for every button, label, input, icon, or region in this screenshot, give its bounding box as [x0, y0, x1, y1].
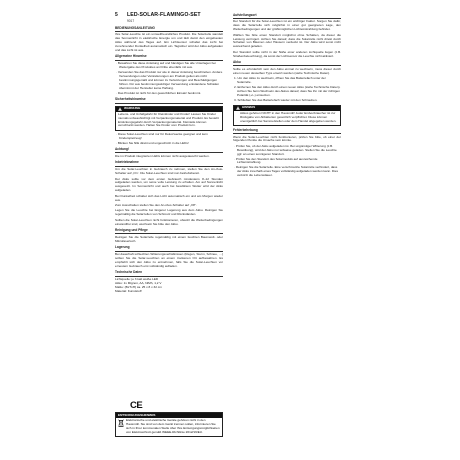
warning-text: Lebens- und Unfallgefahr für Kleinkinder und Kinder! Lassen Sie Kinder niemals unbeaufsichtigt mit Verpackungsmaterial und Produkt. Es besteht Erstickungsgefahr durch Verpackungsmaterial. Kleinteile können verschluckt werden. Halten Sie Kinder vom Produkt fern.	[118, 111, 219, 128]
section-title-fehlerbehebung: Fehlerbehebung	[233, 129, 341, 134]
section-title-lagerung: Lagerung	[115, 246, 223, 251]
battery-step: 2. Entfernen Sie den Akku durch einen neuen Akku (siehe Technische Daten). Achten Sie beim Wechseln des Akkus darauf, dass Sie ihn mit der richtigen Polarität (+/–) einsetzen.	[234, 85, 341, 97]
warning-box	[115, 106, 223, 131]
notice-text: Akkus gehören NICHT in den Hausmüll! Jeder Endverbraucher ist zur Rückgabe von Altbatterien gesetzlich verpflichtet. Diese können unentgeltlich bei Sammelstellen oder dem Handel abgegeben werden.	[240, 110, 337, 123]
disposal-header: ENTSORGUNGSHINWEIS	[116, 413, 222, 418]
crossed-bin-icon	[118, 419, 124, 427]
general-note-item: · Bewahren Sie diese Anleitung auf und händigen Sie alle Unterlagen bei Weitergabe des Produktes an Dritte ebenfalls mit aus.	[116, 61, 216, 70]
section-title-inbetriebnahme: Inbetriebnahme	[115, 161, 223, 166]
product-sku: 9017	[127, 19, 135, 23]
warning-triangle-icon	[236, 106, 240, 110]
spec-line: Maße: (BxTxH) ca. 25 x 8 x 32 cm	[115, 285, 162, 289]
spec-line: Lichtquelle: je 3 kalt weiße LED	[115, 277, 159, 282]
section-title-reinigung: Reinigung und Pflege	[115, 229, 223, 234]
cleaning-paragraph: Reinigen Sie die Solarzelle regelmäßig mit einem feuchten Baumwoll- oder Mikrofasertuch.	[115, 234, 223, 243]
achtung-text: Die im Produkt integrierten LEDs können nicht ausgetauscht werden.	[115, 153, 210, 158]
section-title-sicherheitshinweise: Sicherheitshinweise	[115, 98, 223, 103]
disposal-body	[116, 418, 222, 436]
storage-paragraph: Bei dauerhaft schlechten Witterungsverhältnissen (Regen, Sturm, Schnee, …) sollten Sie die Solar-Leuchten an einem trockenen Ort aufbewahren. Es empfiehlt sich den Akku zu entnehmen, falls Sie die Solar-Leuchten vor erneutem Gebrauch erst vollständig aufladen.	[115, 252, 223, 268]
warning-triangle-icon	[118, 107, 122, 111]
right-column	[233, 11, 341, 179]
notice-box	[233, 105, 341, 126]
location-paragraph: Der Standort für die Solar-Leuchten ist ein wichtiger Faktor. Sorgen Sie dafür, dass die Solarzelle sich möglichst in einer gut geeigneten Lage, den Wetterbedingungen und der größtmöglichen Lichteinstrahlung befindet.	[233, 19, 341, 32]
section-title-bedienungsanleitung: BEDIENUNGSANLEITUNG	[115, 27, 223, 32]
page-number: 5	[115, 12, 118, 18]
setup-paragraph: Zum Ausschalten stellen Sie den An-/Aus-Schalter auf „Off“.	[115, 203, 197, 207]
setup-paragraph: Der Akku sollte vor dem ersten Gebrauch mindestens 8–12 Stunden aufgeladen werden, um seine volle Leistung zu erhalten. Am auf Sonnenlicht ausgesetzt. Im Sonnenlicht und auch bei bewölktem Wetter wird der Akku aufgeladen.	[115, 176, 223, 193]
location-paragraph: Der Standort sollte nicht in der Nähe einer anderen Lichtquelle liegen (z.B. Straßenbeleuchtung), da sonst der Lichtsensor die Leuchte nicht aktiviert.	[233, 49, 341, 58]
left-column	[115, 24, 223, 294]
battery-step: 1. Um den Akku zu wechseln, öffnen Sie das Batteriefach unter der Solarzelle.	[234, 76, 326, 85]
ce-mark: CE	[130, 400, 143, 411]
section-title-aufstellungsort: Aufstellungsort	[233, 14, 341, 19]
setup-paragraph: Sollten die Solar-Leuchten nicht funktionieren, obwohl die Wetterbedingungen einwandfrei sind, wechseln Sie bitte den Akku.	[115, 217, 223, 226]
section-title-allgemeine-hinweise: Allgemeine Hinweise	[115, 55, 223, 60]
safety-item: · Blicken Sie NIE direkt und ungeschützt in die LEDs!	[116, 140, 189, 145]
spec-line: Material: Kunststoff	[115, 288, 142, 293]
section-title-technische-daten: Technische Daten	[115, 271, 223, 276]
general-note-item: · Verwenden Sie das Produkt nur wie in dieser Anleitung beschrieben. Andere Verwendungen oder Veränderungen am Produkt gelten als nicht bestimmungsgemäß und können zu Verletzungen und Beschädigungen führen. Für aus bestimmungswidriger Verwendung entstandene Schäden übernimmt der Hersteller keine Haftung.	[116, 70, 223, 90]
location-paragraph: Wählen Sie bitte einen Standort möglichst ohne Schatten, da dieser die Leistung verringert. Achten Sie darauf, dass die Solarzelle nicht direkt durch Schatten von Bäumen oder Häusern verdeckt ist. Der Akku wird sonst nicht ausreichend geladen.	[233, 32, 341, 49]
battery-paragraph: Sollte es erforderlich sein den Akku einmal zu wechseln, muss dieser durch einen neuen desselben Typs ersetzt werden (siehe Technische Daten).	[233, 66, 341, 75]
disposal-box	[115, 412, 223, 437]
warning-title: WARNUNG	[124, 106, 141, 111]
disposal-text: Elektronische und elektrische Geräte gehören nicht in den Hausmüll. Sie sind von dem Gerät trennen sollen, informieren Sie sich in Ihrer kommunalen Stelle über Ihre Entsorgungsmöglichkeiten von Elektroschrott gemäß WEEE-Richtlinie 2012/19/EU.	[126, 418, 220, 434]
section-title-achtung: Achtung!	[115, 148, 223, 153]
troubleshooting-item: · Reinigen Sie die Solarzelle. Eine verschmutzte Solarzelle verhindert, dass der Akku innerhalb eines Tages vollständig aufgeladen werden kann. Dies verkürzt die Lebensdauer.	[234, 165, 339, 178]
spec-line: Akku: 1x Mignon, AA, NiMh, 1,2 V	[115, 281, 162, 286]
troubleshooting-paragraph: Wenn die Solar-Leuchten nicht funktionieren, prüfen Sie bitte, ob einer der folgenden Punkte die Ursache sein könnte.	[233, 134, 341, 143]
general-note-item: · Das Produkt ist nicht für den gewerblichen Einsatz bestimmt.	[116, 90, 202, 95]
safety-item: · Diese Solar-Leuchten sind nur für Dekozwecke geeignet und kein Kinderspielzeug!	[116, 131, 208, 140]
troubleshooting-item: · Prüfen Sie den Standort des Solarmoduls auf ausreichende Lichteinstrahlung.	[234, 156, 318, 165]
setup-paragraph: Legen Sie die Leuchte bei längerer Lagerung aus dem Akku. Reinigen Sie regelmäßig die Solarzellen von Schmutz und Rückständen.	[115, 208, 223, 217]
setup-paragraph: Um die Solar-Leuchten in Gebrauch zu nehmen, stellen Sie den An-/Aus-Schalter auf „On“. Die Solar-Leuchten sind nun betriebsbereit.	[115, 167, 223, 176]
setup-paragraph: Bei Dunkelheit schaltet sich das Licht automatisch ein und am Morgen wieder aus.	[115, 193, 223, 202]
intro-paragraph: Ihre Solar-Leuchte ist ein umweltfreundliches Produkt. Die Solarzelle wandelt das Sonnenlicht in elektrische Energie um und lädt damit den eingebauten Akku während des Tages auf. Ein Lichtsensor schaltet das Licht bei zunehmender Dunkelheit automatisch ein. Tagsüber wird der Akku aufgeladen und das Licht ist aus.	[115, 32, 223, 53]
troubleshooting-item: · Prüfen Sie, ob der Akku aufgeladen ist. Bei ungünstiger Witterung (z.B. Bewölkung), wird der Akku nur teilweise geladen. Stellen Sie die Leuchte ggf. an einen sonnigeren Standort.	[234, 143, 337, 156]
battery-step: 3. Schließen Sie das Batteriefach wieder mit den Schrauben.	[234, 97, 318, 102]
product-title: LED-SOLAR-FLAMINGO-SET	[127, 12, 201, 18]
section-title-akku: Akku	[233, 61, 341, 66]
notice-title: HINWEIS	[242, 105, 256, 110]
